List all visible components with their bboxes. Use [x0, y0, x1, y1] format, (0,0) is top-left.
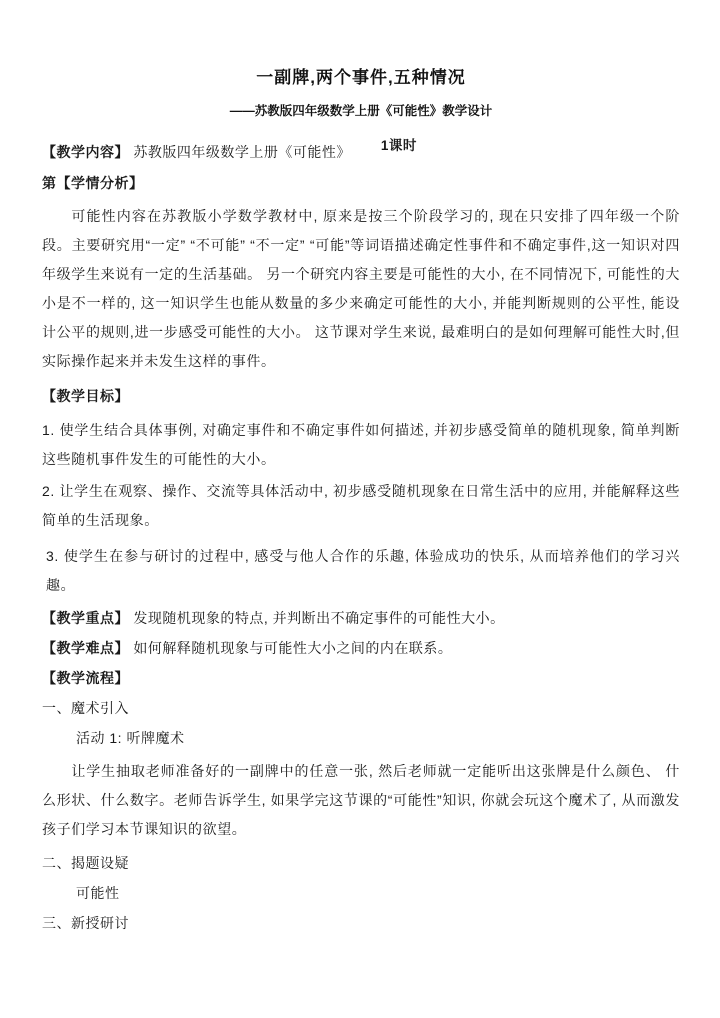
key-point-label: 【教学重点】 [42, 610, 129, 626]
teaching-content-line [42, 138, 680, 164]
section-2-heading: 二、揭题设疑 [42, 855, 129, 871]
objective-1: 1. 使学生结合具体事例, 对确定事件和不确定事件如何描述, 并初步感受简单的随机现象, 简单判断这些随机事件发生的可能性的大小。 [42, 422, 680, 467]
objective-2: 2. 让学生在观察、操作、交流等具体活动中, 初步感受随机现象在日常生活中的应用, 并能解释这些简单的生活现象。 [42, 483, 680, 528]
process-heading: 【教学流程】 [42, 670, 129, 686]
teaching-content-text: 苏教版四年级数学上册《可能性》 [129, 144, 351, 160]
difficulty-line [42, 637, 680, 659]
analysis-paragraph: 可能性内容在苏教版小学数学教材中, 原来是按三个阶段学习的, 现在只安排了四年级一个阶段。主要研究用“一定” “不可能” “不一定” “可能”等词语描述确定性事件和不确定事件,这一知识对四年级学生来说有一定的生活基础。 另一个研究内容主要是可能性的大小, 在不同情况下, 可能性的大小是不一样的, 这一知识学生也能从数量的多少来确定可能性的大小, 并能判断规则的公平性, 能设计公平的规则,进一步感受可能性的大小。 这节课对学生来说, 最难明白的是如何理解可能性大时,但实际操作起来并未发生这样的事件。 [42, 208, 680, 369]
teaching-content-label: 【教学内容】 [42, 144, 129, 160]
objective-3: 3. 使学生在参与研讨的过程中, 感受与他人合作的乐趣, 体验成功的快乐, 从而培养他们的学习兴趣。 [46, 548, 680, 593]
section-3-heading: 三、新授研讨 [42, 915, 129, 931]
section-1-heading: 一、魔术引入 [42, 700, 129, 716]
class-duration: 1课时 [380, 138, 417, 153]
key-point-line [42, 607, 680, 629]
difficulty-label: 【教学难点】 [42, 640, 129, 656]
activity-1-heading: 活动 1: 听牌魔术 [76, 730, 185, 746]
activity-1-paragraph: 让学生抽取老师准备好的一副牌中的任意一张, 然后老师就一定能听出这张牌是什么颜色、 什么形状、什么数字。老师告诉学生, 如果学完这节课的“可能性”知识, 你就会玩这个魔术了, 从而激发孩子们学习本节课知识的欲望。 [42, 763, 680, 837]
difficulty-text: 如何解释随机现象与可能性大小之间的内在联系。 [129, 640, 453, 656]
analysis-heading: 第【学情分析】 [42, 175, 144, 191]
key-point-text: 发现随机现象的特点, 并判断出不确定事件的可能性大小。 [129, 610, 505, 626]
doc-title: 一副牌,两个事件,五种情况 [256, 68, 466, 87]
doc-subtitle: ——苏教版四年级数学上册《可能性》教学设计 [229, 104, 493, 118]
objectives-heading: 【教学目标】 [42, 388, 129, 404]
section-2-sub: 可能性 [76, 885, 120, 901]
